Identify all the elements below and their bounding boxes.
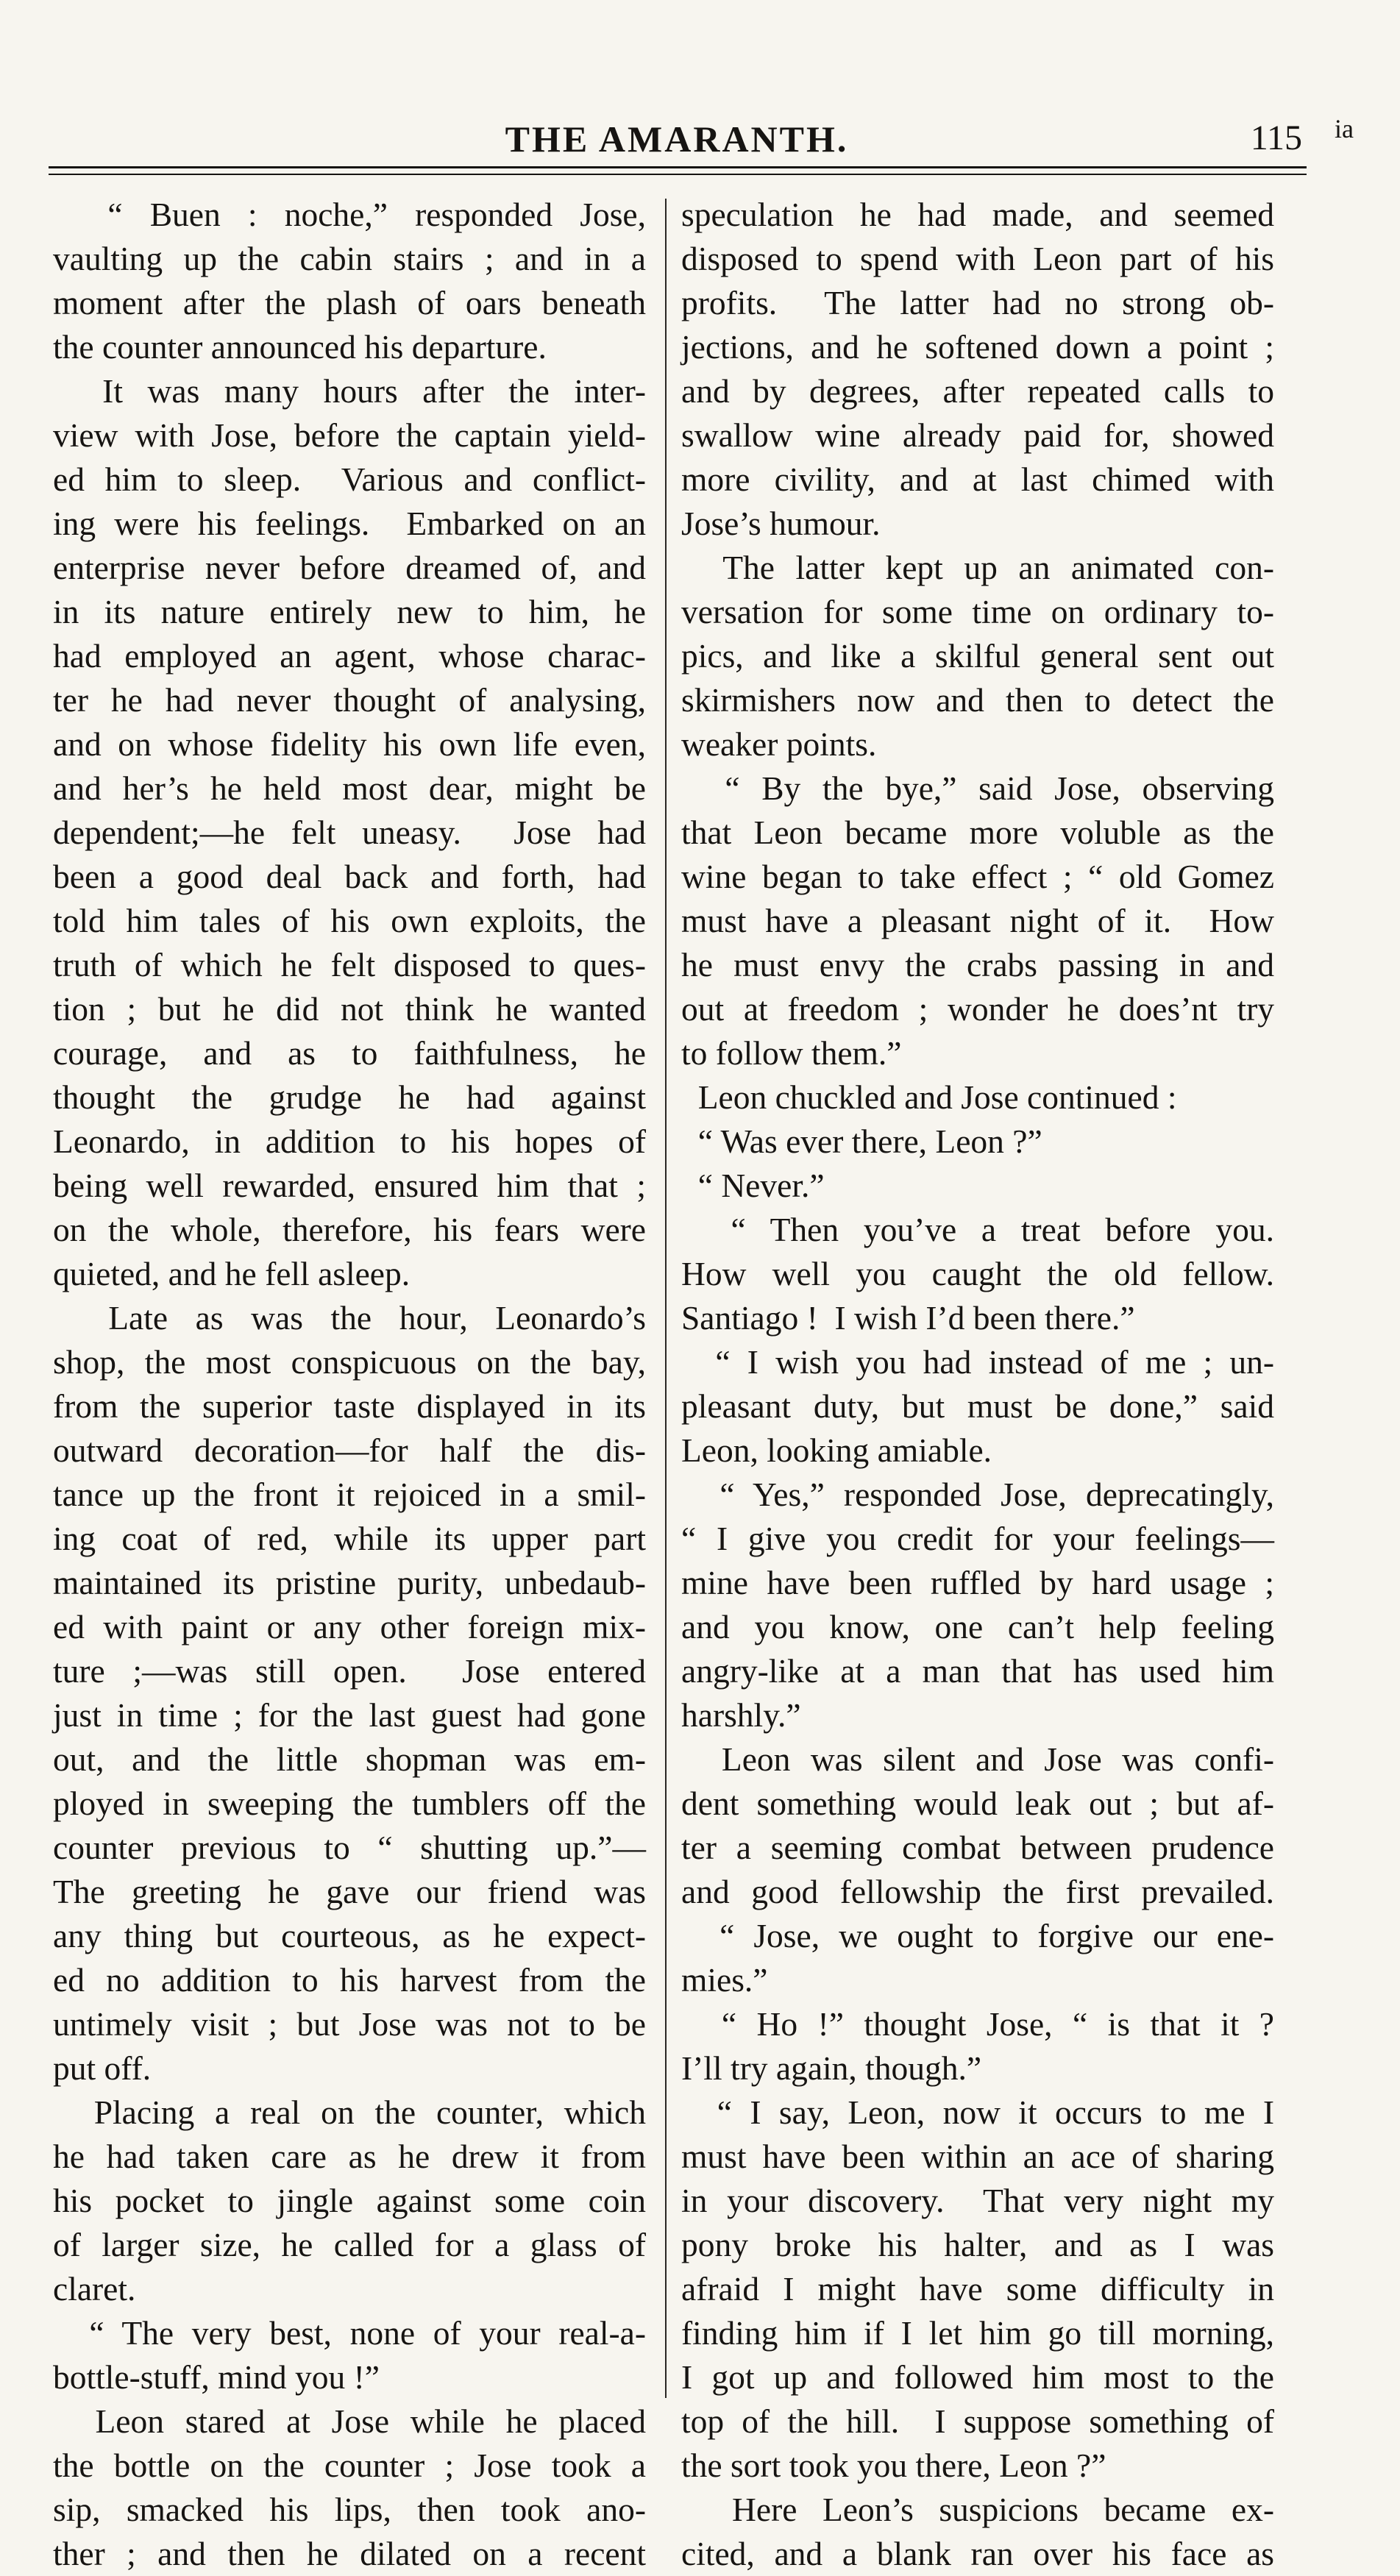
text-line: the sort took you there, Leon ?”	[681, 2447, 1106, 2484]
text-line: How well you caught the old fellow.	[681, 1255, 1274, 1292]
text-line: jections, and he softened down a point ;	[681, 328, 1274, 366]
text-line: Leon chuckled and Jose continued :	[681, 1078, 1177, 1116]
text-line: Leon was silent and Jose was confi-	[681, 1740, 1274, 1778]
text-line: vaulting up the cabin stairs ; and in a	[53, 240, 646, 277]
text-line: just in time ; for the last guest had gone	[53, 1696, 646, 1734]
text-line: profits. The latter had no strong ob-	[681, 284, 1274, 321]
text-line: ture ;—was still open. Jose entered	[53, 1652, 646, 1690]
text-line: and good fellowship the first prevailed.	[681, 1873, 1274, 1910]
text-line: ed him to sleep. Various and conflict-	[53, 460, 646, 498]
text-line: speculation he had made, and seemed	[681, 196, 1274, 233]
text-line: top of the hill. I suppose something of	[681, 2402, 1274, 2440]
text-line: being well rewarded, ensured him that ;	[53, 1167, 646, 1204]
text-line: “ Was ever there, Leon ?”	[681, 1122, 1042, 1160]
running-title: THE AMARANTH.	[505, 118, 849, 160]
text-line: I’ll try again, though.”	[681, 2049, 982, 2087]
text-line: “ Ho !” thought Jose, “ is that it ?	[681, 2005, 1274, 2043]
text-line: sip, smacked his lips, then took ano-	[53, 2491, 646, 2528]
text-line: the bottle on the counter ; Jose took a	[53, 2447, 646, 2484]
text-line: tance up the front it rejoiced in a smil-	[53, 1476, 646, 1513]
text-line: to follow them.”	[681, 1034, 902, 1072]
text-line: untimely visit ; but Jose was not to be	[53, 2005, 646, 2043]
text-line: view with Jose, before the captain yield-	[53, 416, 646, 454]
text-line: Here Leon’s suspicions became ex-	[681, 2491, 1274, 2528]
text-line: harshly.”	[681, 1696, 801, 1734]
text-line: swallow wine already paid for, showed	[681, 416, 1274, 454]
text-line: mies.”	[681, 1961, 768, 1999]
text-line: finding him if I let him go till morning,	[681, 2314, 1274, 2352]
text-line: “ Then you’ve a treat before you.	[681, 1211, 1274, 1248]
text-line: angry-like at a man that has used him	[681, 1652, 1274, 1690]
text-line: skirmishers now and then to detect the	[681, 681, 1274, 719]
text-line: had employed an agent, whose charac-	[53, 637, 646, 675]
text-line: wine began to take effect ; “ old Gomez	[681, 858, 1274, 895]
text-line: ther ; and then he dilated on a recent	[53, 2535, 646, 2572]
text-line: “ Yes,” responded Jose, deprecatingly,	[681, 1476, 1274, 1513]
right-text-column	[681, 193, 1274, 2572]
text-line: Leon, looking amiable.	[681, 1431, 992, 1469]
text-line: mine have been ruffled by hard usage ;	[681, 1564, 1274, 1601]
text-line: truth of which he felt disposed to ques-	[53, 946, 646, 983]
text-line: out, and the little shopman was em-	[53, 1740, 646, 1778]
text-line: ed with paint or any other foreign mix-	[53, 1608, 646, 1645]
text-line: ter he had never thought of analysing,	[53, 681, 646, 719]
text-line: put off.	[53, 2049, 152, 2087]
text-line: ployed in sweeping the tumblers off the	[53, 1785, 646, 1822]
text-line: dependent;—he felt uneasy. Jose had	[53, 814, 646, 851]
text-line: thought the grudge he had against	[53, 1078, 646, 1116]
text-line: must have a pleasant night of it. How	[681, 902, 1274, 939]
text-line: Leon stared at Jose while he placed	[53, 2402, 646, 2440]
text-line: “ Jose, we ought to forgive our ene-	[681, 1917, 1274, 1954]
text-line: dent something would leak out ; but af-	[681, 1785, 1274, 1822]
text-line: courage, and as to faithfulness, he	[53, 1034, 646, 1072]
margin-mark: ia	[1335, 114, 1354, 143]
text-line: tion ; but he did not think he wanted	[53, 990, 646, 1028]
text-line: “ By the bye,” said Jose, observing	[681, 769, 1274, 807]
text-line: “ I give you credit for your feelings—	[681, 1520, 1274, 1557]
text-line: and her’s he held most dear, might be	[53, 769, 646, 807]
column-divider	[665, 199, 667, 2398]
text-line: I got up and followed him most to the	[681, 2358, 1274, 2396]
text-line: any thing but courteous, as he expect-	[53, 1917, 646, 1954]
text-line: It was many hours after the inter-	[53, 372, 646, 410]
text-line: The latter kept up an animated con-	[681, 549, 1274, 586]
text-line: and on whose fidelity his own life even,	[53, 725, 646, 763]
text-line: ing coat of red, while its upper part	[53, 1520, 646, 1557]
text-line: pleasant duty, but must be done,” said	[681, 1387, 1274, 1425]
text-line: cited, and a blank ran over his face as	[681, 2535, 1274, 2572]
page-header	[51, 114, 1354, 169]
text-line: on the whole, therefore, his fears were	[53, 1211, 646, 1248]
text-line: quieted, and he fell asleep.	[53, 1255, 411, 1292]
text-line: Jose’s humour.	[681, 505, 881, 542]
text-line: pics, and like a skilful general sent out	[681, 637, 1274, 675]
text-line: that Leon became more voluble as the	[681, 814, 1274, 851]
text-line: outward decoration—for half the dis-	[53, 1431, 646, 1469]
left-text-column	[53, 193, 646, 2572]
header-rule-thick	[49, 166, 1307, 168]
text-line: disposed to spend with Leon part of his	[681, 240, 1274, 277]
text-line: versation for some time on ordinary to-	[681, 593, 1274, 630]
text-line: “ Never.”	[681, 1167, 825, 1204]
text-line: been a good deal back and forth, had	[53, 858, 646, 895]
text-line: ed no addition to his harvest from the	[53, 1961, 646, 1999]
text-line: shop, the most conspicuous on the bay,	[53, 1343, 646, 1381]
text-line: weaker points.	[681, 725, 877, 763]
header-rule-thin	[49, 174, 1307, 175]
text-line: The greeting he gave our friend was	[53, 1873, 646, 1910]
text-line: more civility, and at last chimed with	[681, 460, 1274, 498]
text-line: afraid I might have some difficulty in	[681, 2270, 1274, 2308]
text-line: moment after the plash of oars beneath	[53, 284, 646, 321]
text-line: his pocket to jingle against some coin	[53, 2182, 646, 2219]
text-line: Santiago ! I wish I’d been there.”	[681, 1299, 1135, 1337]
text-line: counter previous to “ shutting up.”—	[53, 1829, 646, 1866]
text-line: of larger size, he called for a glass of	[53, 2226, 646, 2263]
text-line: from the superior taste displayed in its	[53, 1387, 646, 1425]
text-line: and you know, one can’t help feeling	[681, 1608, 1274, 1645]
text-line: enterprise never before dreamed of, and	[53, 549, 646, 586]
text-line: “ The very best, none of your real-a-	[53, 2314, 646, 2352]
text-line: ing were his feelings. Embarked on an	[53, 505, 646, 542]
text-line: Placing a real on the counter, which	[53, 2093, 646, 2131]
text-line: must have been within an ace of sharing	[681, 2138, 1274, 2175]
text-line: “ I wish you had instead of me ; un-	[681, 1343, 1274, 1381]
text-line: claret.	[53, 2270, 136, 2308]
text-line: in your discovery. That very night my	[681, 2182, 1274, 2219]
text-line: pony broke his halter, and as I was	[681, 2226, 1274, 2263]
text-line: bottle-stuff, mind you !”	[53, 2358, 380, 2396]
text-line: he had taken care as he drew it from	[53, 2138, 646, 2175]
text-line: he must envy the crabs passing in and	[681, 946, 1274, 983]
text-line: out at freedom ; wonder he does’nt try	[681, 990, 1274, 1028]
text-line: in its nature entirely new to him, he	[53, 593, 646, 630]
text-line: Late as was the hour, Leonardo’s	[53, 1299, 646, 1337]
text-line: told him tales of his own exploits, the	[53, 902, 646, 939]
text-line: maintained its pristine purity, unbedaub-	[53, 1564, 646, 1601]
text-line: ter a seeming combat between prudence	[681, 1829, 1274, 1866]
text-line: and by degrees, after repeated calls to	[681, 372, 1274, 410]
text-line: Leonardo, in addition to his hopes of	[53, 1122, 646, 1160]
page-number: 115	[1250, 118, 1302, 157]
text-line: “ I say, Leon, now it occurs to me I	[681, 2093, 1274, 2131]
text-line: “ Buen : noche,” responded Jose,	[53, 196, 646, 233]
text-line: the counter announced his departure.	[53, 328, 547, 366]
